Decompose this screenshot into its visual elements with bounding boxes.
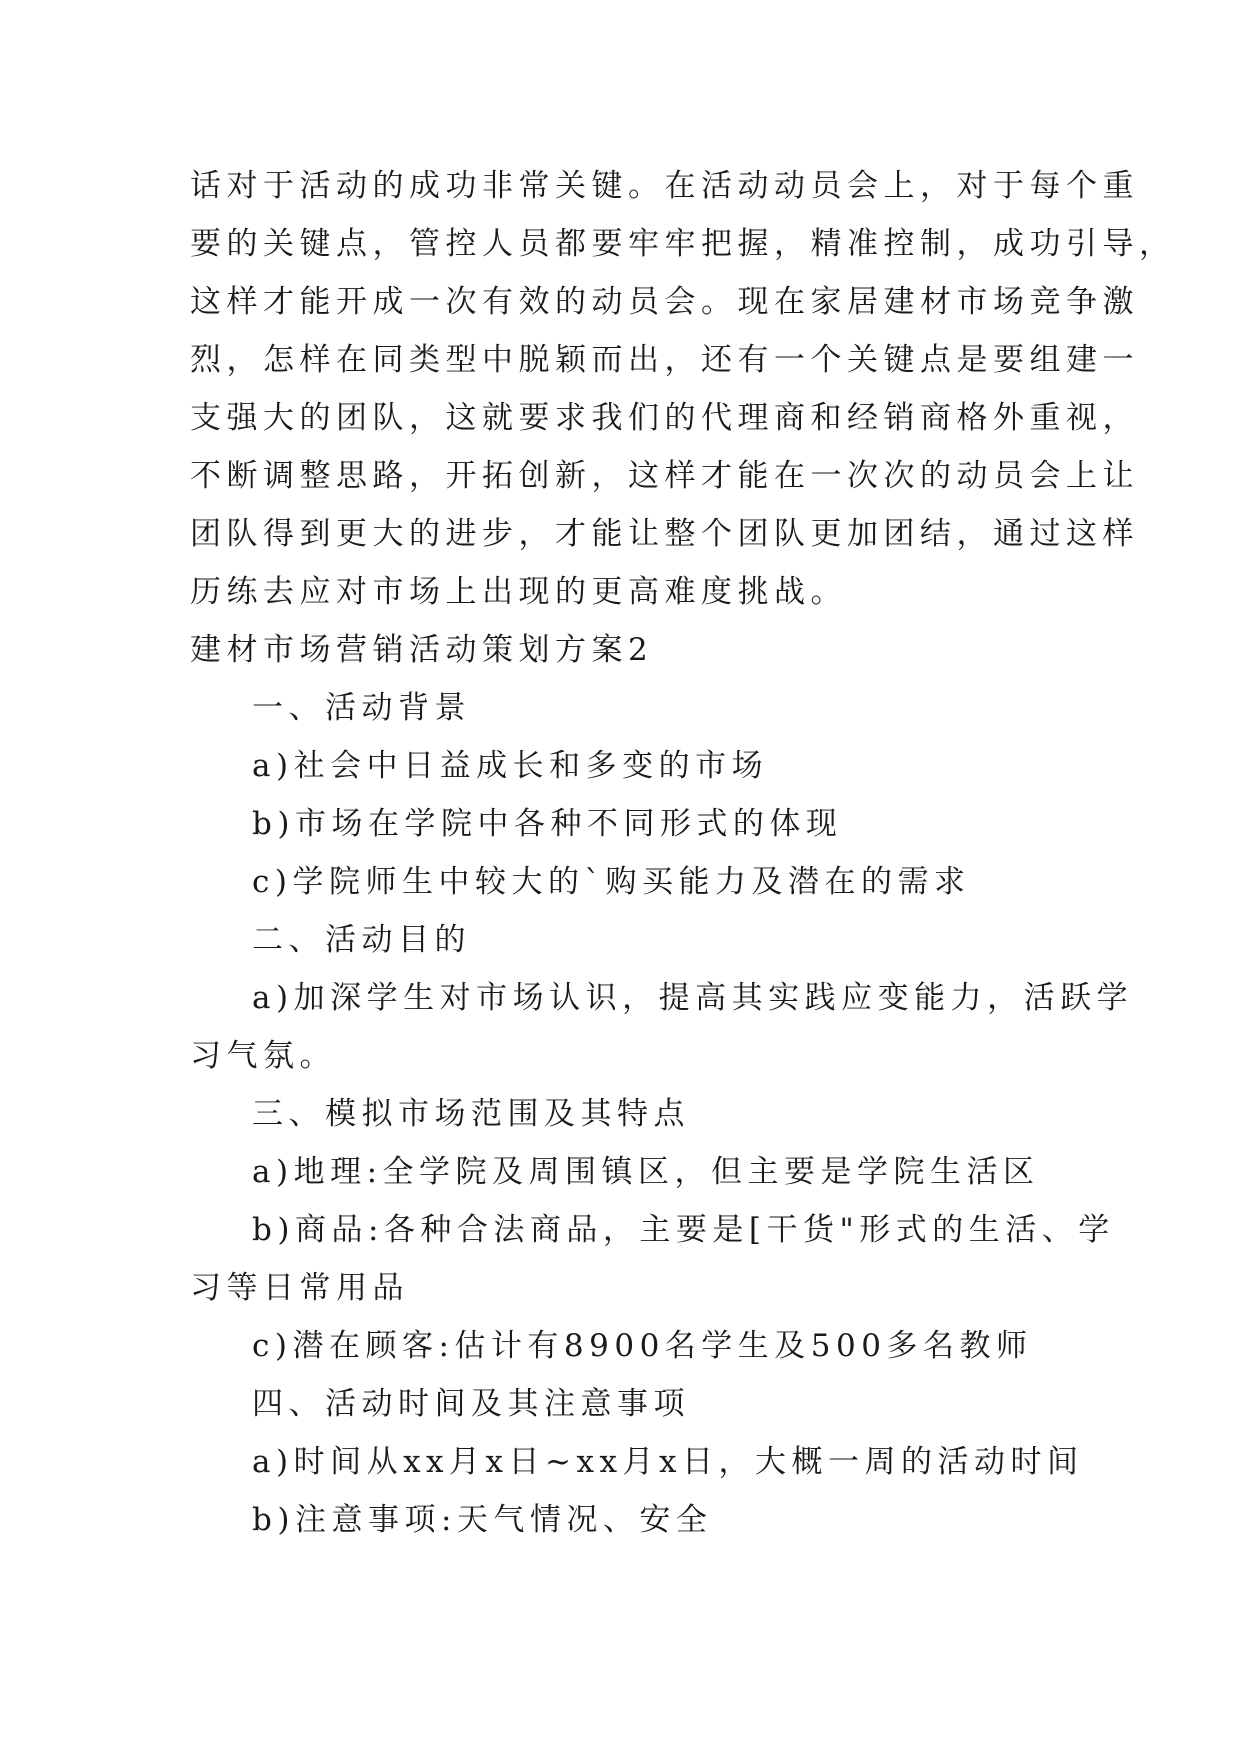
intro-line-1: 话对于活动的成功非常关键。在活动动员会上，对于每个重 — [190, 168, 1139, 204]
intro-line-6: 不断调整思路，开拓创新，这样才能在一次次的动员会上让 — [190, 458, 1139, 494]
list-item: a)地理:全学院及周围镇区，但主要是学院生活区 — [252, 1154, 1040, 1190]
heading-market-scope: 三、模拟市场范围及其特点 — [252, 1096, 690, 1132]
section-title: 建材市场营销活动策划方案2 — [190, 632, 654, 668]
list-item: a)加深学生对市场认识，提高其实践应变能力，活跃学 — [252, 980, 1134, 1016]
list-item: a)时间从xx月x日~xx月x日，大概一周的活动时间 — [252, 1444, 1084, 1480]
intro-line-3: 这样才能开成一次有效的动员会。现在家居建材市场竞争激 — [190, 284, 1139, 320]
list-item: c)学院师生中较大的`购买能力及潜在的需求 — [252, 864, 971, 900]
list-item: b)商品:各种合法商品，主要是[干货"形式的生活、学 — [252, 1212, 1115, 1248]
list-item: b)注意事项:天气情况、安全 — [252, 1502, 713, 1538]
intro-line-2: 要的关键点，管控人员都要牢牢把握，精准控制，成功引导， — [190, 226, 1176, 262]
list-item-continuation: 习等日常用品 — [190, 1270, 409, 1306]
heading-background: 一、活动背景 — [252, 690, 471, 726]
list-item: c)潜在顾客:估计有8900名学生及500多名教师 — [252, 1328, 1033, 1364]
list-item: b)市场在学院中各种不同形式的体现 — [252, 806, 843, 842]
intro-line-4: 烈，怎样在同类型中脱颖而出，还有一个关键点是要组建一 — [190, 342, 1139, 378]
list-item-continuation: 习气氛。 — [190, 1038, 336, 1074]
intro-line-8: 历练去应对市场上出现的更高难度挑战。 — [190, 574, 847, 610]
intro-line-5: 支强大的团队，这就要求我们的代理商和经销商格外重视， — [190, 400, 1139, 436]
list-item: a)社会中日益成长和多变的市场 — [252, 748, 769, 784]
heading-purpose: 二、活动目的 — [252, 922, 471, 958]
heading-time-notes: 四、活动时间及其注意事项 — [252, 1386, 690, 1422]
intro-line-7: 团队得到更大的进步，才能让整个团队更加团结，通过这样 — [190, 516, 1139, 552]
